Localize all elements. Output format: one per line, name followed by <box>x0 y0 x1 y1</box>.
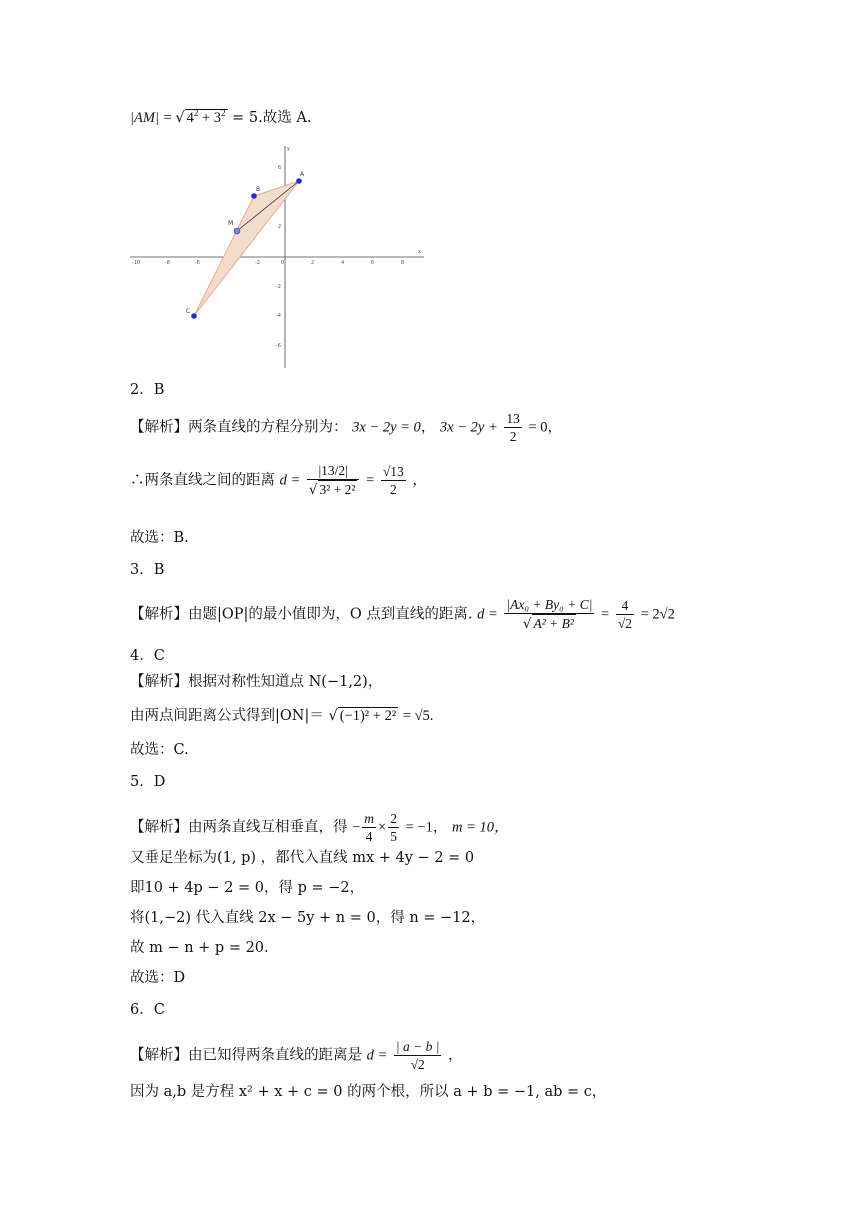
q2-eq1: 3x − 2y = 0 <box>352 419 421 436</box>
q5-choose: 故选：D <box>130 970 186 986</box>
q5-line3: 即10 + 4p − 2 = 0，得 p = −2， <box>130 880 365 896</box>
point-a <box>296 178 302 184</box>
label-a: A <box>300 171 305 178</box>
svg-text:-8: -8 <box>165 260 170 266</box>
q4-choose: 故选：C. <box>130 742 189 758</box>
q6-analysis-line: 【解析】由已知得两条直线的距离是 d = $\frac{| a - b |}{√2}$ ， <box>130 1039 463 1072</box>
point-b <box>251 193 257 199</box>
svg-text:2: 2 <box>278 224 282 230</box>
coordinate-graph <box>128 140 428 372</box>
point-m <box>234 228 240 234</box>
svg-text:-2: -2 <box>276 284 281 290</box>
q5-frac-2-5: $\frac{2}{5}$ <box>390 811 397 844</box>
segment-am-line <box>237 181 299 231</box>
analysis-tag: 【解析】 <box>130 1047 188 1064</box>
q5-frac-m-4: $\frac{m}{4}$ <box>364 811 375 844</box>
svg-text:6: 6 <box>278 165 282 171</box>
svg-text:-2: -2 <box>255 260 260 266</box>
q3-answer: 3．B <box>130 562 165 578</box>
svg-text:-10: -10 <box>132 260 141 266</box>
q2-result-frac: $\frac{√13}{2}$ <box>382 464 404 497</box>
label-c: C <box>186 308 191 315</box>
svg-text:8: 8 <box>401 260 405 266</box>
point-c <box>191 313 197 319</box>
q2-analysis-line: 【解析】两条直线的方程分别为： 3x − 2y = 0， 3x − 2y + $\frac{13}{2}$ = 0， <box>130 411 563 444</box>
svg-text:4: 4 <box>341 260 345 266</box>
q4-distance-line: 由两点间距离公式得到|ON|＝ √ (−1)² + 2² = √5. <box>130 708 434 724</box>
q2-answer: 2．B <box>130 382 165 398</box>
q5-analysis-line: 【解析】由两条直线互相垂直，得 − $\frac{m}{4}$ × $\frac{2}{5}$ = −1， m = 10， <box>130 811 509 844</box>
svg-text:0: 0 <box>281 260 285 266</box>
svg-text:6: 6 <box>371 260 375 266</box>
q2-choose: 故选：B. <box>130 530 189 546</box>
svg-text:-6: -6 <box>276 343 281 349</box>
am-result: = 5.故选 A. <box>232 110 312 126</box>
q4-radicand: (−1)² + 2² <box>339 708 397 724</box>
q2-distance-frac: $\frac{|13/2|}{\text{√ 3² + 2²}}$ <box>307 462 360 499</box>
analysis-tag: 【解析】 <box>130 606 188 623</box>
q2-distance-line: ∴两条直线之间的距离 d = $\frac{|13/2|}{\text{√ 3² + 2²}}$ = $\frac{√13}{2}$ ， <box>130 463 427 498</box>
q3-analysis-line: 【解析】由题|OP|的最小值即为，O 点到直线的距离. d = $\frac{\text{|Ax₀ + By₀ + C|}}{\text{√ A² + B²}}$ = $\frac{4}{√2}$ = 2√2 <box>130 597 675 632</box>
q3-value-frac: $\frac{4}{√2}$ <box>617 598 633 631</box>
analysis-tag: 【解析】 <box>130 419 188 436</box>
svg-text:-4: -4 <box>276 313 281 319</box>
q6-distance-frac: $\frac{| a - b |}{√2}$ <box>395 1039 440 1072</box>
segment-am: AM <box>134 110 155 126</box>
q4-answer: 4．C <box>130 648 165 664</box>
q3-distance-formula: $\frac{\text{|Ax₀ + By₀ + C|}}{\text{√ A² + B²}}$ <box>506 597 593 632</box>
analysis-tag: 【解析】 <box>130 819 188 836</box>
q2-frac-13-2: $\frac{13}{2}$ <box>506 411 520 444</box>
q4-analysis-line: 【解析】根据对称性知道点 N(−1,2)， <box>130 674 383 690</box>
label-b: B <box>256 186 261 193</box>
svg-text:2: 2 <box>311 260 315 266</box>
am-distance-line: |AM| = √ $4^2 + 3^2 = 5$.故选 A. <box>130 108 312 126</box>
q5-answer: 5．D <box>130 774 166 790</box>
svg-text:-6: -6 <box>195 260 200 266</box>
x-tick-labels <box>132 260 404 266</box>
q6-answer: 6．C <box>130 1002 165 1018</box>
q5-line2: 又垂足坐标为(1, p) ，都代入直线 mx + 4y − 2 = 0 <box>130 850 475 866</box>
q6-line2: 因为 a,b 是方程 x² + x + c = 0 的两个根，所以 a + b = −1, ab = c， <box>130 1084 607 1100</box>
analysis-tag: 【解析】 <box>130 674 188 690</box>
triangle-abc <box>194 181 299 316</box>
x-axis-label: x <box>418 249 421 255</box>
q5-line5: 故 m − n + p = 20. <box>130 940 269 956</box>
label-m: M <box>228 220 234 227</box>
y-axis-label: y <box>287 146 290 152</box>
q5-line4: 将(1,−2) 代入直线 2x − 5y + n = 0，得 n = −12， <box>130 910 486 926</box>
am-radicand: $4^2 + 3^2$ <box>186 108 226 126</box>
